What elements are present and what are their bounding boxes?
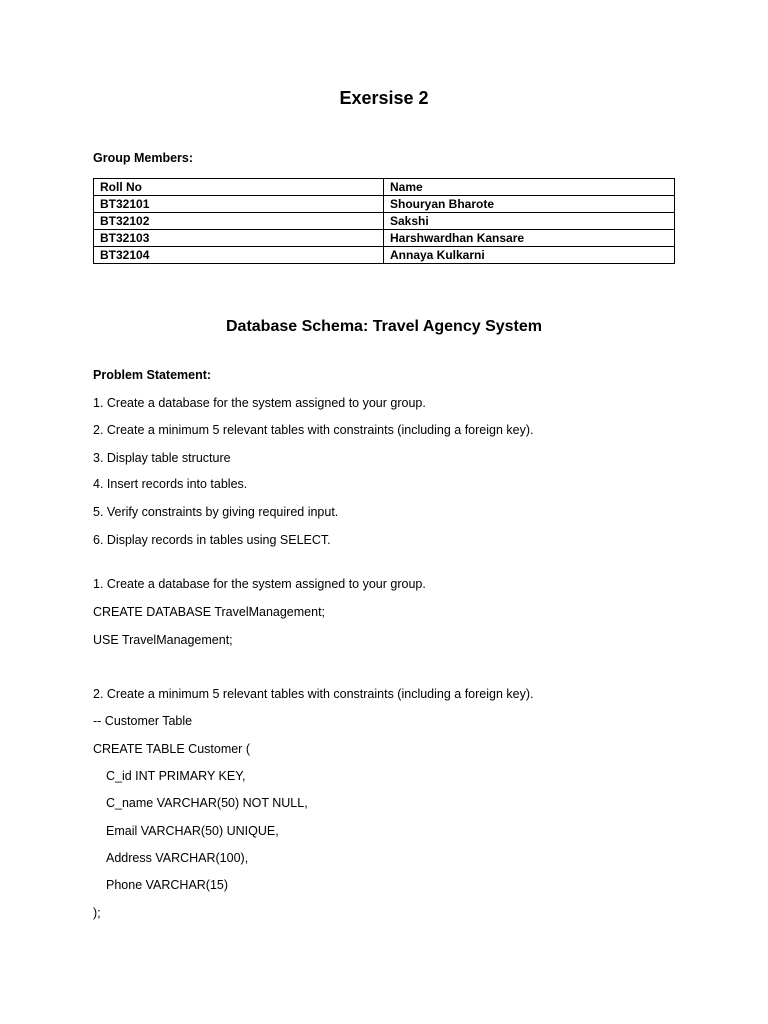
schema-title: Database Schema: Travel Agency System	[225, 318, 542, 335]
code-line: C_name VARCHAR(50) NOT NULL,	[106, 796, 308, 810]
problem-item: 1. Create a database for the system assigned to your group.	[93, 396, 426, 410]
table-row	[94, 247, 675, 264]
table-header-row	[94, 179, 675, 196]
code-line: USE TravelManagement;	[93, 633, 233, 647]
code-line: CREATE DATABASE TravelManagement;	[93, 605, 326, 619]
problem-statement-label: Problem Statement:	[93, 368, 212, 382]
name-cell: Shouryan Bharote	[384, 196, 675, 213]
table-header-name: Name	[384, 179, 675, 196]
name-cell: Sakshi	[384, 213, 675, 230]
roll-cell: BT32104	[94, 247, 384, 264]
code-line: Phone VARCHAR(15)	[106, 878, 229, 892]
table-header-roll: Roll No	[94, 179, 384, 196]
problem-item: 3. Display table structure	[93, 451, 231, 465]
roll-cell: BT32103	[94, 230, 384, 247]
code-line: );	[93, 906, 101, 920]
code-comment: -- Customer Table	[93, 714, 193, 728]
roll-cell: BT32101	[94, 196, 384, 213]
code-line: Address VARCHAR(100),	[106, 851, 249, 865]
page-title: Exersise 2	[339, 88, 429, 108]
problem-item: 4. Insert records into tables.	[93, 477, 248, 491]
table-row	[94, 230, 675, 247]
name-cell: Harshwardhan Kansare	[384, 230, 675, 247]
problem-item: 5. Verify constraints by giving required input.	[93, 505, 339, 519]
group-members-label: Group Members:	[93, 151, 194, 165]
problem-item: 2. Create a minimum 5 relevant tables with constraints (including a foreign key).	[93, 423, 534, 437]
problem-item: 6. Display records in tables using SELECT.	[93, 533, 331, 547]
code-line: CREATE TABLE Customer (	[93, 742, 250, 756]
group-members-table	[93, 178, 675, 264]
roll-cell: BT32102	[94, 213, 384, 230]
name-cell: Annaya Kulkarni	[384, 247, 675, 264]
table-row	[94, 213, 675, 230]
code-line: C_id INT PRIMARY KEY,	[106, 769, 246, 783]
section1-heading: 1. Create a database for the system assigned to your group.	[93, 577, 426, 591]
section2-heading: 2. Create a minimum 5 relevant tables with constraints (including a foreign key).	[93, 687, 534, 701]
table-row	[94, 196, 675, 213]
code-line: Email VARCHAR(50) UNIQUE,	[106, 824, 279, 838]
